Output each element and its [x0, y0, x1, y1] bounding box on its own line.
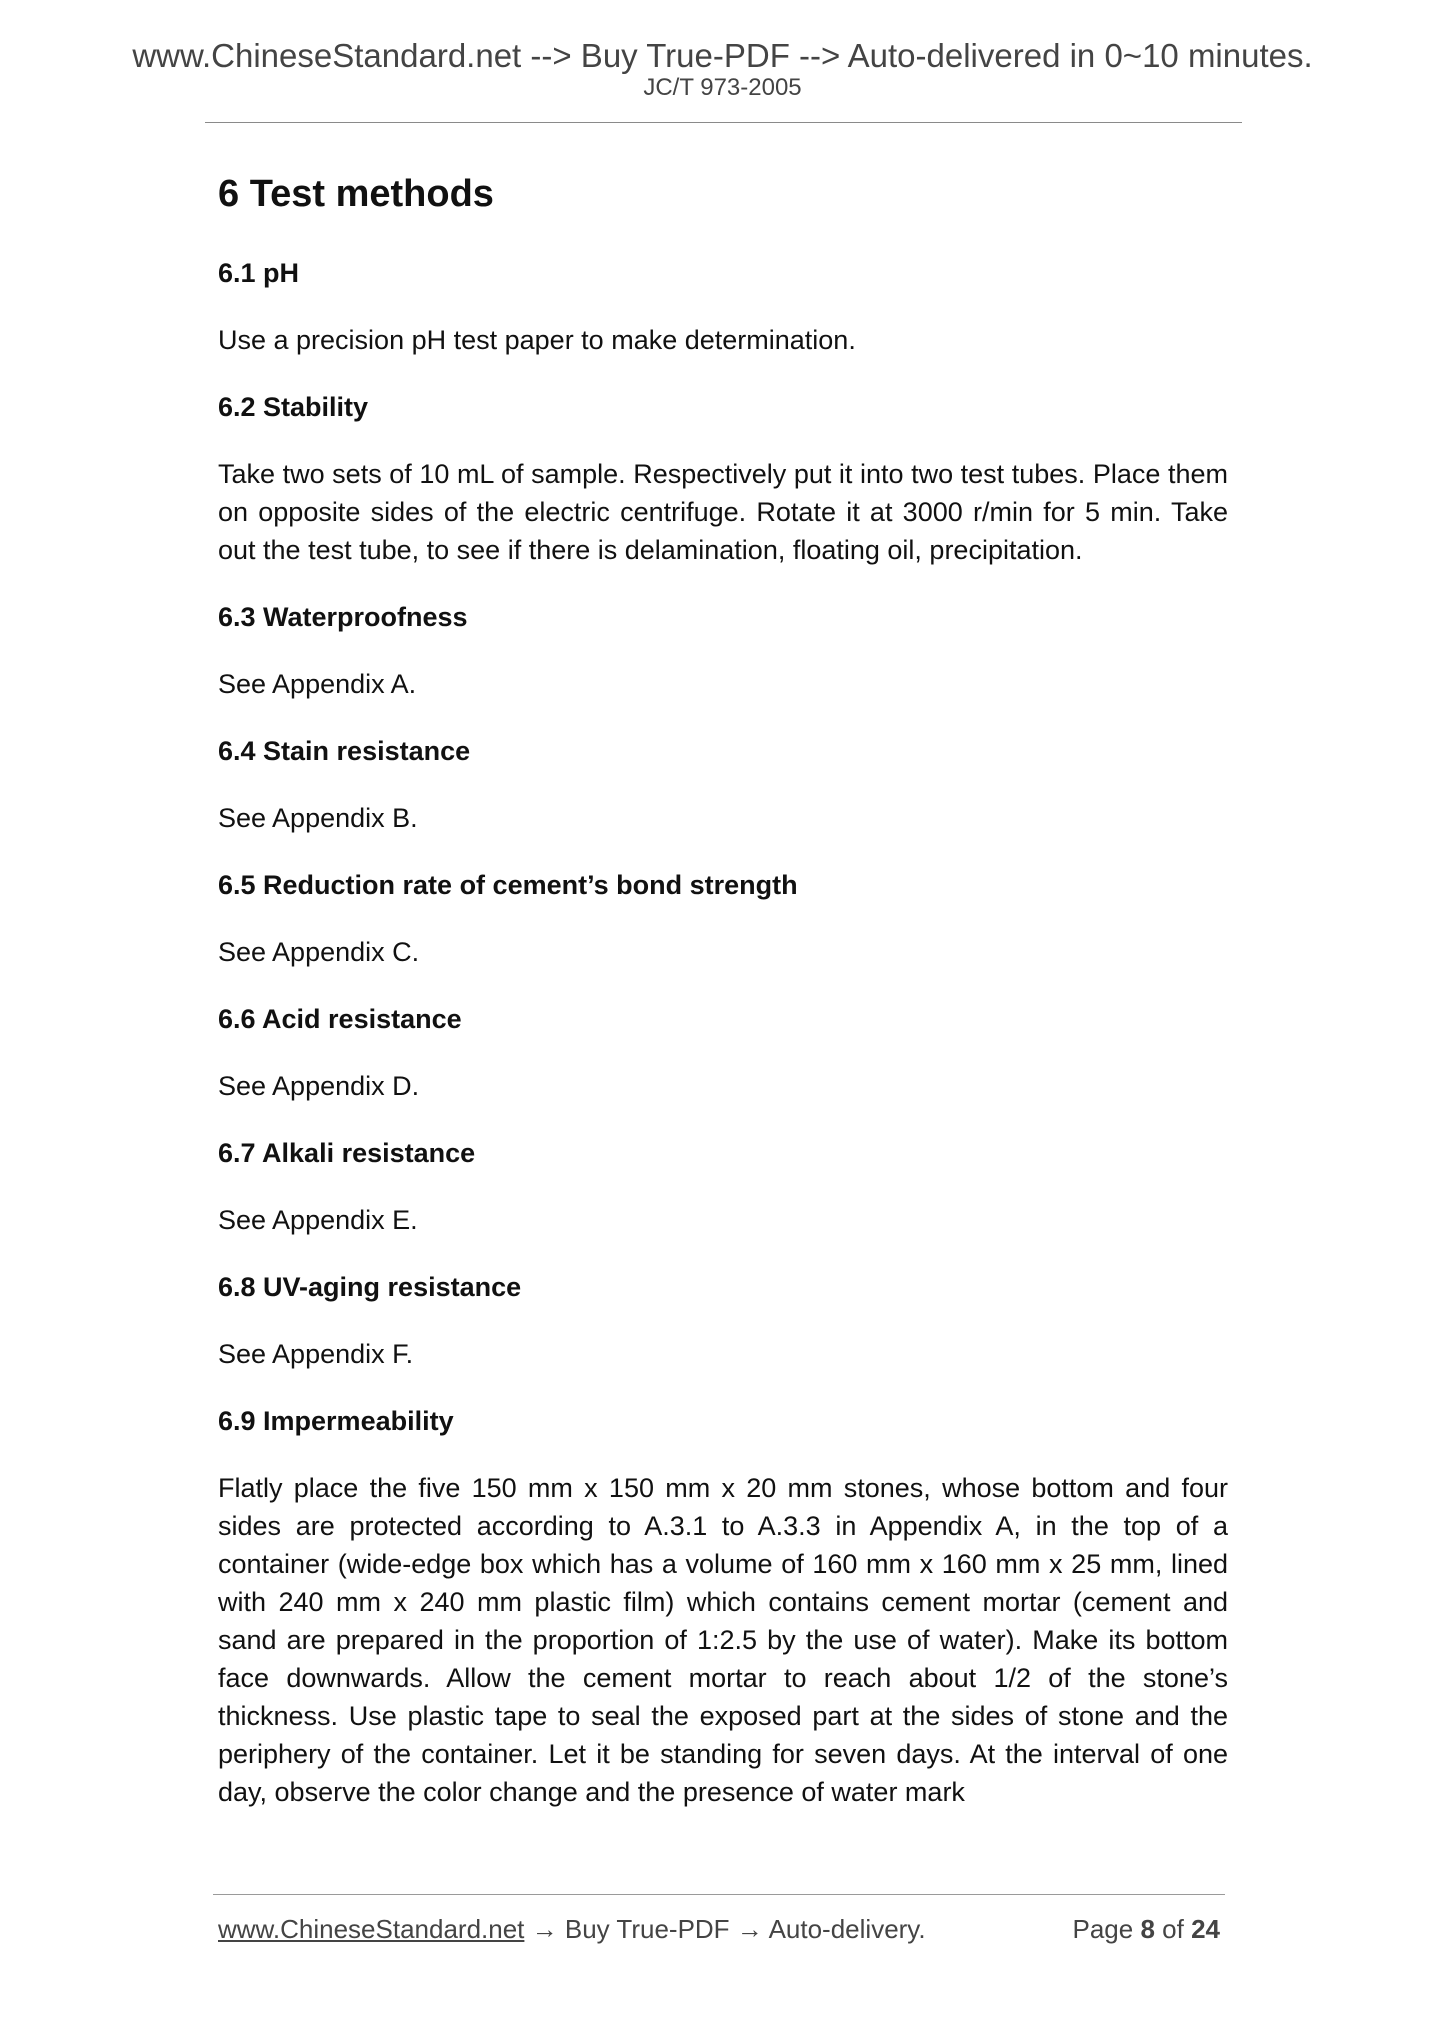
section-heading: 6.2 Stability — [218, 392, 369, 422]
section-heading: 6.4 Stain resistance — [218, 736, 471, 766]
section-6-1 — [218, 255, 1228, 359]
section-6-7 — [218, 1135, 1228, 1239]
page-content — [218, 168, 1228, 1841]
section-heading: 6.8 UV-aging resistance — [218, 1272, 522, 1302]
section-text: See Appendix E. — [218, 1205, 418, 1235]
site-banner: www.ChineseStandard.net --> Buy True-PDF --> Auto-delivered in 0~10 minutes. — [132, 37, 1313, 74]
section-heading: 6.6 Acid resistance — [218, 1004, 462, 1034]
section-text: Take two sets of 10 mL of sample. Respectively put it into two test tubes. Place them on opposite sides of the electric centrifuge. Rotate it at 3000 r/min for 5 min. Take out the test tube, to see if there is delamination, floating oil, precipitation. — [218, 459, 1228, 565]
section-text: See Appendix C. — [218, 937, 420, 967]
section-heading: 6.5 Reduction rate of cement’s bond strength — [218, 870, 798, 900]
page-number — [1072, 1912, 1220, 1946]
section-6-2 — [218, 389, 1228, 569]
chapter-title: 6 Test methods — [218, 173, 494, 215]
section-text: Flatly place the five 150 mm x 150 mm x 20 mm stones, whose bottom and four sides are protected according to A.3.1 to A.3.3 in Appendix A, in the top of a container (wide-edge box which has a volume of 160 mm x 160 mm x 25 mm, lined with 240 mm x 240 mm plastic film) which contains cement mortar (cement and sand are prepared in the proportion of 1:2.5 by the use of water). Make its bottom face downwards. Allow the cement mortar to reach about 1/2 of the stone’s thickness. Use plastic tape to seal the exposed part at the sides of stone and the periphery of the container. Let it be standing for seven days. At the interval of one day, observe the color change and the presence of water mark — [218, 1473, 1228, 1807]
section-text: See Appendix D. — [218, 1071, 420, 1101]
section-6-5 — [218, 867, 1228, 971]
section-6-3 — [218, 599, 1228, 703]
delivery-text: → Buy True-PDF → Auto-delivery. — [524, 1914, 926, 1944]
page-current: 8 — [1140, 1914, 1155, 1944]
page-label: Page — [1072, 1914, 1134, 1944]
section-heading: 6.1 pH — [218, 258, 300, 288]
section-6-9 — [218, 1403, 1228, 1811]
site-link[interactable]: www.ChineseStandard.net — [218, 1914, 525, 1944]
section-6-8 — [218, 1269, 1228, 1373]
section-heading: 6.9 Impermeability — [218, 1406, 454, 1436]
page-total: 24 — [1191, 1914, 1220, 1944]
section-text: See Appendix B. — [218, 803, 418, 833]
section-6-4 — [218, 733, 1228, 837]
section-text: See Appendix A. — [218, 669, 417, 699]
section-heading: 6.3 Waterproofness — [218, 602, 468, 632]
section-text: See Appendix F. — [218, 1339, 414, 1369]
footer-divider — [213, 1894, 1225, 1895]
section-text: Use a precision pH test paper to make determination. — [218, 325, 856, 355]
section-heading: 6.7 Alkali resistance — [218, 1138, 476, 1168]
standard-code: JC/T 973-2005 — [643, 74, 802, 101]
page-of: of — [1162, 1914, 1184, 1944]
header-divider — [205, 122, 1242, 123]
footer-delivery-line — [218, 1912, 926, 1946]
section-6-6 — [218, 1001, 1228, 1105]
